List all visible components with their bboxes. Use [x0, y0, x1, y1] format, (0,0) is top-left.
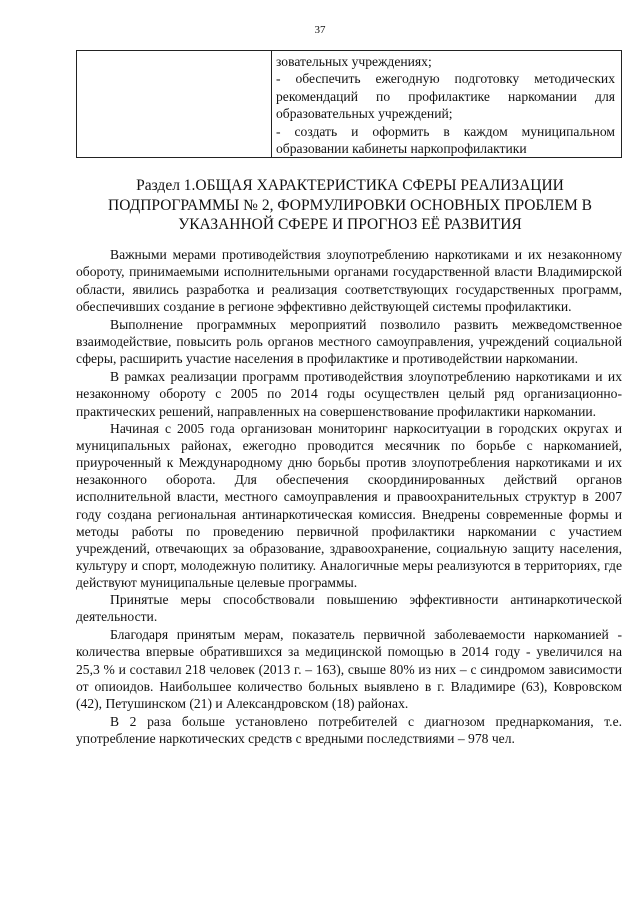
table-line: зовательных учреждениях;	[276, 54, 432, 69]
table-cell-empty	[77, 51, 272, 158]
paragraph: Благодаря принятым мерам, показатель первичной заболеваемости наркоманией - количества впервые обратившихся за медицинской помощью в 2014 году - увеличился на 25,3 % и составил 218 человек (2013 г. – 163), свыше 80% из них – с синдромом зависимости от опиоидов. Наибольшее количество больных выявлено в г. Владимире (63), Ковровском (42), Петушинском (21) и Александровском (18) районах.	[76, 626, 622, 712]
paragraph: Важными мерами противодействия злоупотреблению наркотиками и их незаконному обороту, принимаемыми исполнительными органами государственной власти Владимирской области, явились разработка и реализация соответствующих государственных программ, обеспечивших создание в регионе эффективно действующей системы профилактики.	[76, 247, 622, 315]
continued-table	[76, 50, 622, 158]
body-text	[76, 246, 622, 748]
paragraph: Выполнение программных мероприятий позволило развить межведомственное взаимодействие, повысить роль органов местного самоуправления, учреждений социальной сферы, расширить участие населения в профилактике и противодействии наркомании.	[76, 316, 622, 367]
paragraph: Принятые меры способствовали повышению эффективности антинаркотической деятельности.	[76, 592, 622, 625]
page-number: 37	[314, 24, 326, 36]
paragraph: Начиная с 2005 года организован мониторинг наркоситуации в городских округах и муниципальных районах, ежегодно проводится месячник по борьбе с наркоманией, приуроченный к Международному дню борьбы против злоупотребления наркотиками и их незаконного оборота. Для обеспечения скоординированных действий органов исполнительной власти, местного самоуправления и правоохранительных структур в 2007 году создана региональная антинаркотическая комиссия. Внедрены современные формы и методы работы по проведению первичной профилактики наркомании с участием учреждений, отвечающих за образование, здравоохранение, социальную защиту населения, культуру и спорт, молодежную политику. Аналогичные меры реализуются в территориях, где действуют муниципальные целевые программы.	[76, 421, 622, 590]
table-cell-text	[272, 51, 622, 158]
paragraph: В 2 раза больше установлено потребителей с диагнозом преднаркомания, т.е. употребление наркотических средств с вредными последствиями – 978 чел.	[76, 713, 622, 747]
table-row	[77, 51, 622, 158]
table-line: - обеспечить ежегодную подготовку методических рекомендаций по профилактике наркомании для образовательных учреждений;	[276, 71, 615, 122]
table-line: - создать и оформить в каждом муниципальном образовании кабинеты наркопрофилактики	[276, 123, 615, 157]
paragraph: В рамках реализации программ противодействия злоупотреблению наркотиками и их незаконному обороту с 2005 по 2014 годы осуществлен целый ряд организационно-практических решений, направленных на совершенствование профилактики наркомании.	[76, 368, 622, 419]
section-title: Раздел 1.ОБЩАЯ ХАРАКТЕРИСТИКА СФЕРЫ РЕАЛИЗАЦИИ ПОДПРОГРАММЫ № 2, ФОРМУЛИРОВКИ ОСНОВНЫХ ПРОБЛЕМ В УКАЗАННОЙ СФЕРЕ И ПРОГНОЗ ЕЁ РАЗВИТИЯ	[108, 177, 592, 233]
